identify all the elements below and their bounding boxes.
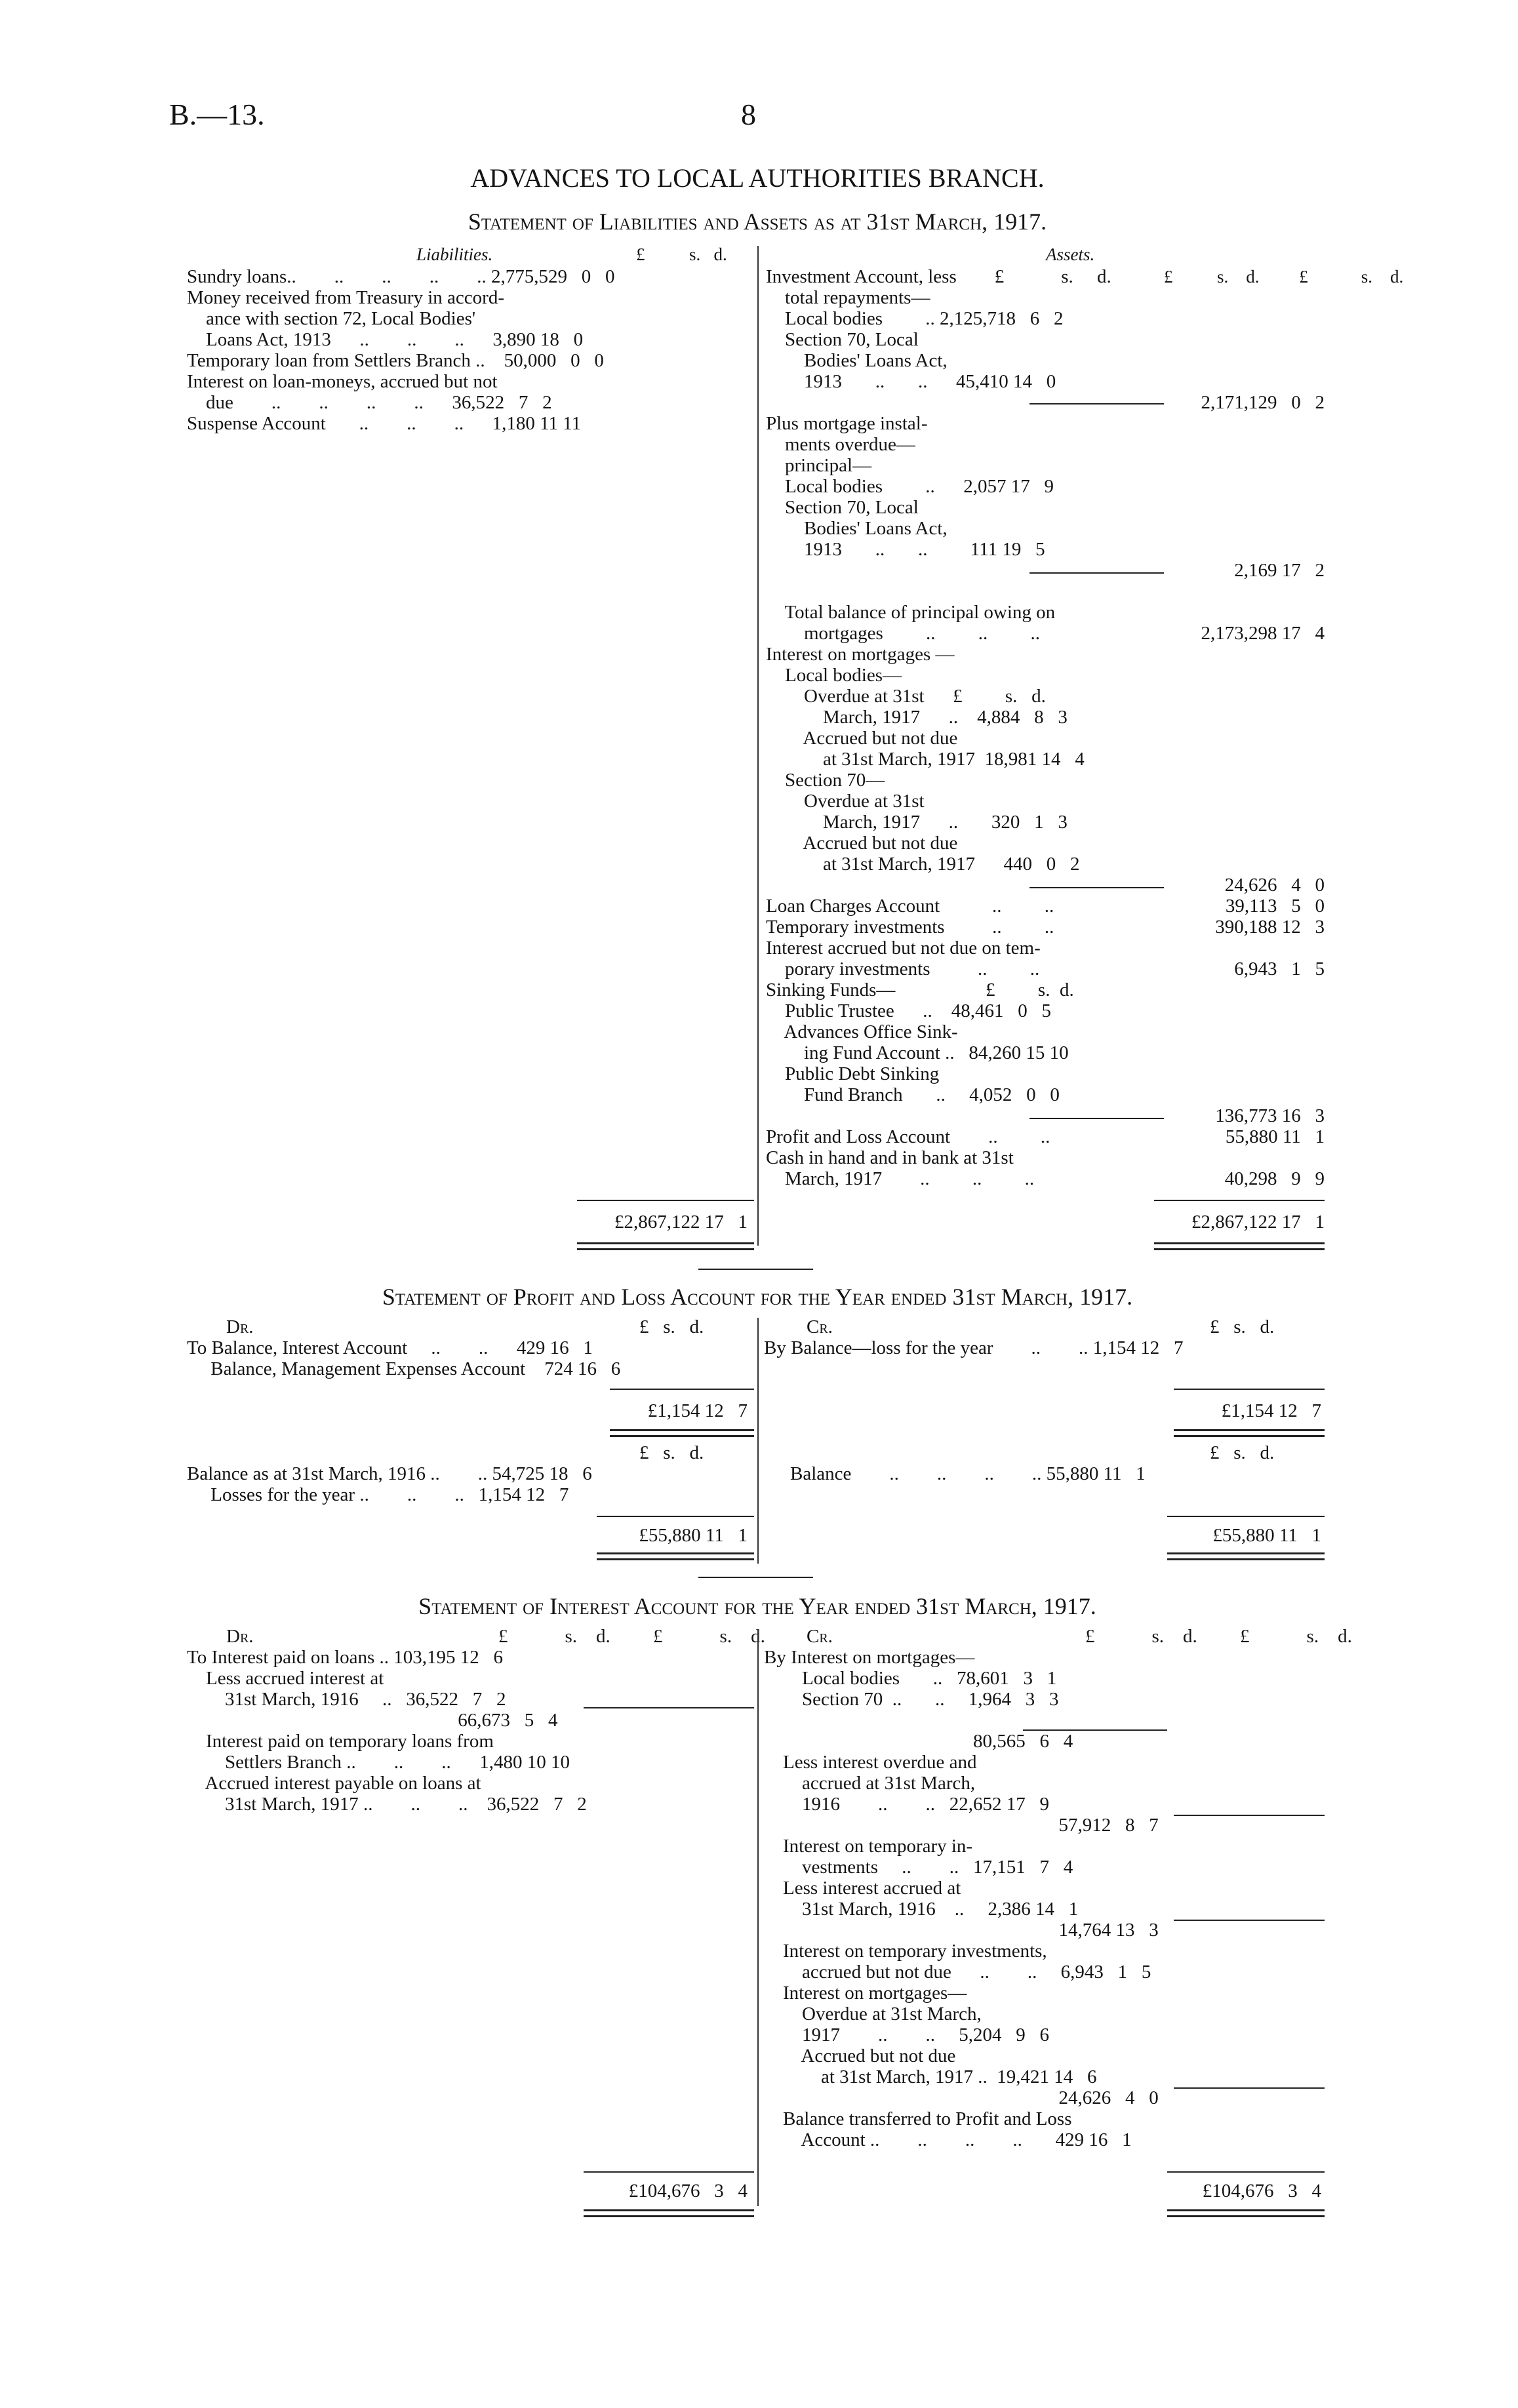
asset-subtotal: 40,298 9 9 — [1224, 1168, 1325, 1189]
asset-line: Overdue at 31st — [766, 791, 925, 812]
asset-line: Temporary investments .. .. — [766, 917, 1054, 938]
assets-lsd-header: £ s. d. £ s. d. — [1164, 267, 1404, 286]
asset-line: Section 70, Local — [766, 497, 919, 518]
interest-credit-line: at 31st March, 1917 .. 19,421 14 6 — [764, 2066, 1097, 2087]
asset-line: Public Debt Sinking — [766, 1063, 940, 1084]
asset-line: Cash in hand and in bank at 31st — [766, 1147, 1014, 1168]
interest-debit-line: Interest paid on temporary loans from — [187, 1731, 494, 1752]
asset-line: porary investments .. .. — [766, 958, 1040, 979]
interest-debit-line: 31st March, 1916 .. 36,522 7 2 — [187, 1689, 506, 1710]
asset-line: at 31st March, 1917 440 0 2 — [766, 854, 1080, 875]
column-divider — [757, 246, 759, 1246]
interest-credit-line: Interest on temporary in- — [764, 1836, 973, 1857]
int-double-left — [584, 2209, 754, 2217]
interest-credit-line: Overdue at 31st March, — [764, 2003, 982, 2024]
asset-line: total repayments— — [766, 287, 930, 308]
asset-line: Overdue at 31st £ s. d. — [766, 686, 1046, 707]
liability-line: due .. .. .. .. 36,522 7 2 — [187, 392, 552, 413]
rule-sub-2 — [1029, 572, 1164, 574]
rule-sub-3 — [1029, 887, 1164, 888]
interest-credit-line: 14,764 13 3 — [764, 1920, 1159, 1941]
rule-total-left — [577, 1200, 754, 1201]
asset-line: Accrued but not due — [766, 833, 958, 854]
asset-line: Public Trustee .. 48,461 0 5 — [766, 1000, 1052, 1021]
interest-credit-line: Less interest accrued at — [764, 1878, 961, 1899]
interest-total-left: £104,676 3 4 — [628, 2181, 748, 2201]
asset-line: March, 1917 .. .. .. — [766, 1168, 1035, 1189]
interest-credit-line: Interest on temporary investments, — [764, 1941, 1047, 1962]
asset-subtotal: 390,188 12 3 — [1215, 917, 1325, 938]
asset-line: March, 1917 .. 320 1 3 — [766, 812, 1068, 833]
interest-credit-line: accrued at 31st March, — [764, 1773, 976, 1794]
asset-line: at 31st March, 1917 18,981 14 4 — [766, 749, 1085, 770]
int-rule-r-sub1 — [1023, 1729, 1167, 1731]
pl-double-right-2 — [1167, 1552, 1325, 1560]
int-lsd-right: £ s. d. £ s. d. — [1085, 1626, 1352, 1647]
liability-line: Suspense Account .. .. .. 1,180 11 11 — [187, 413, 582, 434]
int-double-right — [1167, 2209, 1325, 2217]
int-lsd-left: £ s. d. £ s. d. — [498, 1626, 765, 1647]
asset-line: ments overdue— — [766, 434, 915, 455]
int-rule-r-sub2 — [1174, 1815, 1325, 1816]
asset-line: principal— — [766, 455, 872, 476]
interest-credit-line: vestments .. .. 17,151 7 4 — [764, 1857, 1073, 1878]
rule-sub-4 — [1029, 1118, 1164, 1119]
dr-label-pl: Dr. — [226, 1316, 254, 1337]
interest-credit-line: Local bodies .. 78,601 3 1 — [764, 1668, 1057, 1689]
interest-credit-line: Account .. .. .. .. 429 16 1 — [764, 2129, 1132, 2150]
asset-subtotal: 6,943 1 5 — [1234, 958, 1325, 979]
pl-rule-r2 — [1167, 1516, 1325, 1517]
assets-heading: Assets. — [1046, 245, 1095, 264]
pl-right-line-1: By Balance—loss for the year .. .. 1,154 12 7 — [764, 1337, 1184, 1358]
statement-liabilities-assets-title: Statement of Liabilities and Assets as at 31st March, 1917. — [468, 208, 1047, 235]
asset-subtotal: 136,773 16 3 — [1215, 1105, 1325, 1126]
pl-double-left — [610, 1429, 754, 1437]
interest-debit-line: Accrued interest payable on loans at — [187, 1773, 481, 1794]
interest-credit-line: Interest on mortgages— — [764, 1983, 967, 2003]
pl-left-line-1: To Balance, Interest Account .. .. 429 16 1 — [187, 1337, 593, 1358]
header-code: B.—13. — [169, 98, 265, 131]
pl-left-line-3: Balance as at 31st March, 1916 .. .. 54,725 18 6 — [187, 1463, 592, 1484]
asset-subtotal: 2,173,298 17 4 — [1201, 623, 1325, 644]
interest-total-right: £104,676 3 4 — [1202, 2181, 1321, 2201]
rule-total-right — [1154, 1200, 1325, 1201]
pl-rule-l1 — [610, 1389, 754, 1390]
pl-divider — [757, 1318, 759, 1564]
asset-line: Loan Charges Account .. .. — [766, 896, 1054, 917]
section-separator-2 — [698, 1577, 813, 1578]
interest-credit-line: 1916 .. .. 22,652 17 9 — [764, 1794, 1049, 1815]
int-rule-l-sub — [584, 1707, 754, 1708]
interest-credit-line: Less interest overdue and — [764, 1752, 977, 1773]
pl-lsd-left-2: £ s. d. — [639, 1442, 704, 1463]
asset-line: 1913 .. .. 111 19 5 — [766, 539, 1045, 560]
pl-lsd-right: £ s. d. — [1210, 1316, 1275, 1337]
asset-line: Local bodies .. 2,057 17 9 — [766, 476, 1054, 497]
asset-line: Bodies' Loans Act, — [766, 350, 948, 371]
asset-line: March, 1917 .. 4,884 8 3 — [766, 707, 1068, 728]
liabilities-total: £2,867,122 17 1 — [614, 1212, 748, 1233]
asset-line: Investment Account, less £ s. d. — [766, 266, 1111, 287]
interest-credit-line: 57,912 8 7 — [764, 1815, 1159, 1836]
pl-double-right — [1174, 1429, 1325, 1437]
asset-subtotal: 24,626 4 0 — [1224, 875, 1325, 896]
pl-total-right: £1,154 12 7 — [1221, 1400, 1321, 1421]
dr-label-int: Dr. — [226, 1626, 254, 1647]
pl-right-line-2: Balance .. .. .. .. 55,880 11 1 — [790, 1463, 1146, 1484]
branch-title: ADVANCES TO LOCAL AUTHORITIES BRANCH. — [470, 163, 1045, 193]
assets-total: £2,867,122 17 1 — [1191, 1212, 1325, 1233]
interest-debit-line: To Interest paid on loans .. 103,195 12 6 — [187, 1647, 504, 1668]
asset-subtotal: 2,169 17 2 — [1234, 560, 1325, 581]
liabilities-lsd-header: £ s. d. — [636, 245, 727, 264]
profit-loss-title: Statement of Profit and Loss Account for the Year ended 31st March, 1917. — [382, 1284, 1133, 1310]
asset-subtotal: 2,171,129 0 2 — [1201, 392, 1325, 413]
int-rule-r-sub3 — [1174, 1920, 1325, 1921]
pl-lsd-right-2: £ s. d. — [1210, 1442, 1275, 1463]
interest-credit-line: Section 70 .. .. 1,964 3 3 — [764, 1689, 1059, 1710]
interest-debit-line: Less accrued interest at — [187, 1668, 384, 1689]
asset-subtotal: 39,113 5 0 — [1225, 896, 1325, 917]
asset-line: Advances Office Sink- — [766, 1021, 958, 1042]
liability-line: Interest on loan-moneys, accrued but not — [187, 371, 498, 392]
liability-line: ance with section 72, Local Bodies' — [187, 308, 476, 329]
interest-credit-line: 1917 .. .. 5,204 9 6 — [764, 2024, 1049, 2045]
interest-debit-line: Settlers Branch .. .. .. 1,480 10 10 — [187, 1752, 570, 1773]
asset-line: Interest on mortgages — — [766, 644, 955, 665]
liability-line: Temporary loan from Settlers Branch .. 50,000 0 0 — [187, 350, 604, 371]
double-rule-left — [577, 1242, 754, 1250]
asset-line: Section 70— — [766, 770, 885, 791]
interest-debit-line: 31st March, 1917 .. .. .. 36,522 7 2 — [187, 1794, 587, 1815]
pl-rule-r1 — [1174, 1389, 1325, 1390]
asset-subtotal: 55,880 11 1 — [1225, 1126, 1325, 1147]
asset-line: Interest accrued but not due on tem- — [766, 938, 1041, 958]
int-rule-r-sub4 — [1174, 2087, 1325, 2089]
asset-line: Section 70, Local — [766, 329, 919, 350]
interest-credit-line: 24,626 4 0 — [764, 2087, 1159, 2108]
pl-left-line-2: Balance, Management Expenses Account 724 16 6 — [187, 1358, 621, 1379]
interest-account-title: Statement of Interest Account for the Year ended 31st March, 1917. — [418, 1593, 1096, 1619]
section-separator-1 — [698, 1269, 813, 1270]
liability-line: Money received from Treasury in accord- — [187, 287, 504, 308]
asset-line: Bodies' Loans Act, — [766, 518, 948, 539]
page-number: 8 — [741, 98, 756, 131]
asset-line: Total balance of principal owing on — [766, 602, 1056, 623]
pl-total-right-2: £55,880 11 1 — [1212, 1525, 1321, 1546]
asset-line: Plus mortgage instal- — [766, 413, 928, 434]
liability-line: Sundry loans.. .. .. .. .. 2,775,529 0 0 — [187, 266, 615, 287]
asset-line: Profit and Loss Account .. .. — [766, 1126, 1050, 1147]
pl-total-left-2: £55,880 11 1 — [639, 1525, 748, 1546]
interest-credit-line: Balance transferred to Profit and Loss — [764, 2108, 1072, 2129]
rule-sub-1 — [1029, 403, 1164, 405]
cr-label-int: Cr. — [807, 1626, 833, 1647]
interest-debit-line: 66,673 5 4 — [187, 1710, 558, 1731]
asset-line: Local bodies— — [766, 665, 902, 686]
int-rule-total-l — [584, 2171, 754, 2173]
pl-rule-l2 — [597, 1516, 754, 1517]
interest-credit-line: 31st March, 1916 .. 2,386 14 1 — [764, 1899, 1079, 1920]
pl-lsd-left: £ s. d. — [639, 1316, 704, 1337]
pl-left-line-4: Losses for the year .. .. .. 1,154 12 7 — [187, 1484, 569, 1505]
asset-line: mortgages .. .. .. — [766, 623, 1041, 644]
pl-total-left: £1,154 12 7 — [647, 1400, 748, 1421]
int-divider — [757, 1629, 759, 2206]
double-rule-right — [1154, 1242, 1325, 1250]
cr-label-pl: Cr. — [807, 1316, 833, 1337]
asset-line: Sinking Funds— £ s. d. — [766, 979, 1074, 1000]
interest-credit-line: 80,565 6 4 — [764, 1731, 1073, 1752]
asset-line: ing Fund Account .. 84,260 15 10 — [766, 1042, 1069, 1063]
asset-line: Accrued but not due — [766, 728, 958, 749]
interest-credit-line: By Interest on mortgages— — [764, 1647, 975, 1668]
pl-double-left-2 — [597, 1552, 754, 1560]
interest-credit-line: Accrued but not due — [764, 2045, 956, 2066]
int-rule-total-r — [1167, 2171, 1325, 2173]
interest-credit-line: accrued but not due .. .. 6,943 1 5 — [764, 1962, 1151, 1983]
liabilities-heading: Liabilities. — [416, 245, 493, 264]
asset-line: Local bodies .. 2,125,718 6 2 — [766, 308, 1064, 329]
liability-line: Loans Act, 1913 .. .. .. 3,890 18 0 — [187, 329, 584, 350]
asset-line: 1913 .. .. 45,410 14 0 — [766, 371, 1056, 392]
asset-line: Fund Branch .. 4,052 0 0 — [766, 1084, 1060, 1105]
